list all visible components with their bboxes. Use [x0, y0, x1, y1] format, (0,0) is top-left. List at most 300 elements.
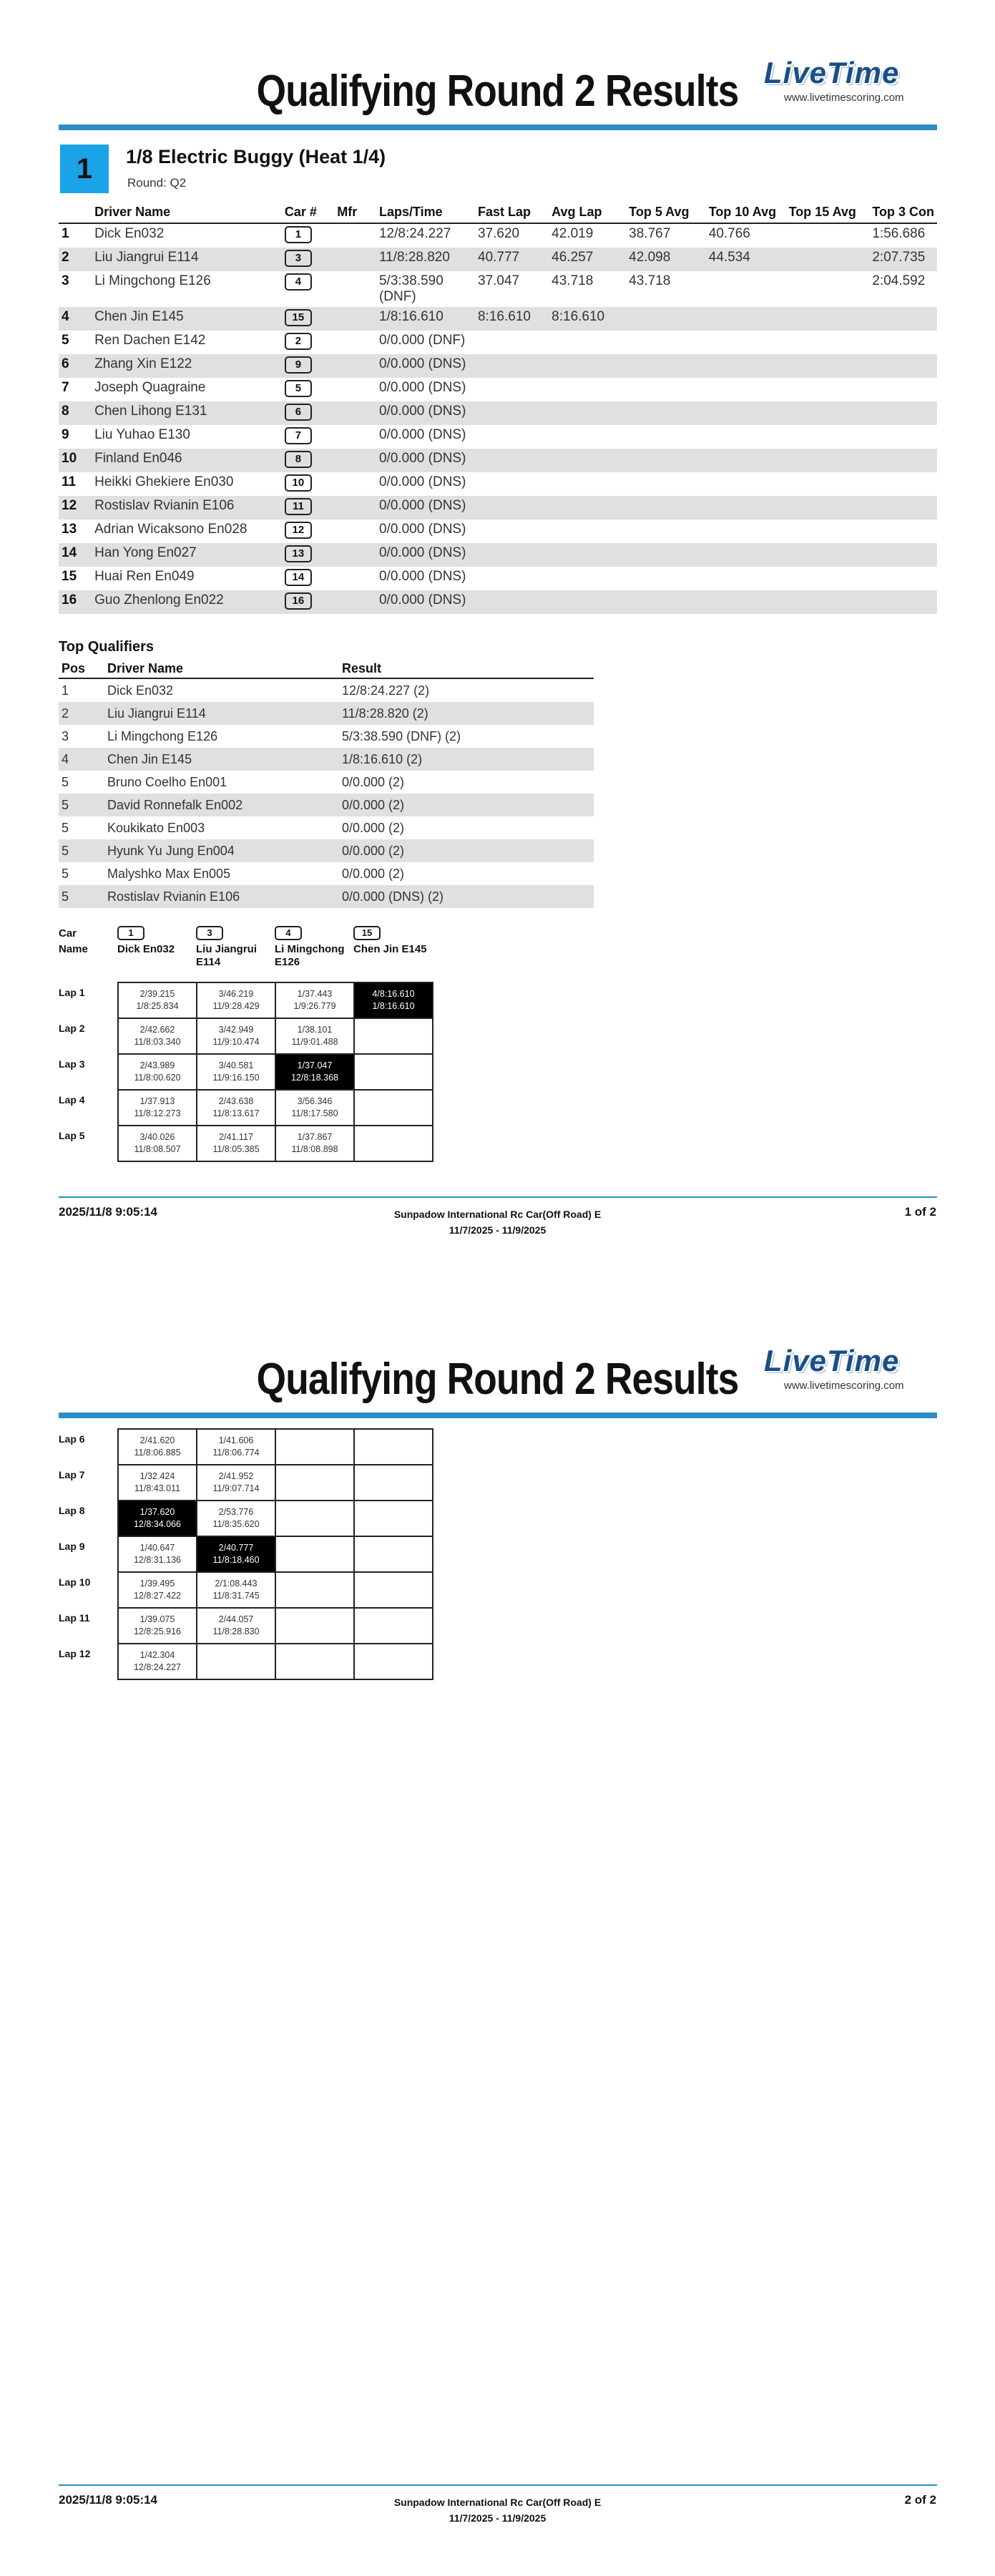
lap-cell-total: 12/8:34.066 — [133, 1519, 182, 1529]
lap-chart-driver-name: Chen Jin E145 — [353, 943, 427, 955]
results-cell-car — [282, 567, 334, 590]
results-cell-pos: 14 — [59, 543, 92, 567]
lap-cell — [197, 1572, 275, 1608]
results-cell-top10: 44.534 — [706, 248, 786, 271]
results-cell-fast — [475, 449, 549, 472]
results-cell-car — [282, 378, 334, 401]
results-cell-laps: 0/0.000 (DNS) — [376, 496, 475, 519]
top-qualifier-row — [59, 678, 594, 702]
results-row — [59, 223, 937, 248]
results-cell-top3: 1:56.686 — [872, 226, 926, 241]
lap-cell — [354, 982, 433, 1018]
results-cell-laps: 12/8:24.227 — [378, 226, 451, 241]
lap-cell-pos-time: 2/43.638 — [218, 1096, 254, 1106]
results-cell-driver: Joseph Quagraine — [94, 380, 206, 395]
results-cell-driver: Dick En032 — [94, 226, 165, 241]
tq-cell-pos: 5 — [59, 839, 104, 862]
top-qualifier-row — [59, 794, 594, 816]
lap-cell-total: 12/8:31.136 — [133, 1555, 182, 1565]
lap-row — [59, 1536, 433, 1572]
results-row — [59, 543, 937, 567]
lap-cell-pos-time: 2/41.620 — [139, 1435, 175, 1445]
footer-event-dates: 11/7/2025 - 11/9/2025 — [449, 1224, 546, 1236]
results-cell-top5 — [626, 307, 706, 331]
lap-label: Lap 12 — [59, 1648, 91, 1659]
results-cell-car — [282, 519, 334, 543]
top-qualifier-row — [59, 816, 594, 839]
results-cell-top10 — [706, 449, 786, 472]
results-cell-fast — [475, 425, 549, 449]
results-cell-top15 — [786, 354, 870, 378]
car-number-badge: 14 — [285, 569, 312, 586]
results-cell-pos: 8 — [59, 401, 92, 425]
tq-cell-result: 12/8:24.227 (2) — [342, 683, 430, 698]
results-cell-avg — [549, 519, 626, 543]
tq-cell-result: 0/0.000 (2) — [342, 774, 405, 789]
col-mfr: Mfr — [334, 203, 376, 223]
lap-label: Lap 2 — [59, 1023, 85, 1034]
results-row — [59, 307, 937, 331]
lap-cell — [118, 1126, 197, 1161]
lap-cell-total: 12/8:18.368 — [290, 1073, 339, 1083]
results-cell-top5 — [626, 425, 706, 449]
results-cell-car — [282, 496, 334, 519]
lap-cell — [118, 1054, 197, 1090]
results-cell-driver: Chen Lihong E131 — [92, 401, 282, 425]
results-cell-driver: Li Mingchong E126 — [94, 273, 211, 288]
results-cell-fast — [475, 331, 549, 354]
results-cell-top5 — [626, 472, 706, 496]
lap-cell — [354, 1501, 433, 1536]
results-cell-laps: 0/0.000 (DNS) — [376, 590, 475, 614]
top-qualifier-row — [59, 771, 594, 794]
results-cell-top15 — [786, 590, 870, 614]
footer-event-name: Sunpadow International Rc Car(Off Road) E — [393, 2497, 602, 2508]
results-cell-avg — [549, 378, 626, 401]
top-qualifiers-table — [59, 660, 594, 908]
results-cell-laps: 1/8:16.610 — [376, 307, 475, 331]
lap-cell-pos-time: 1/38.101 — [297, 1025, 333, 1035]
footer-page-number: 2 of 2 — [904, 2493, 936, 2507]
results-cell-car — [282, 271, 334, 307]
results-cell-top3 — [869, 331, 937, 354]
tq-cell-result: 0/0.000 (DNS) (2) — [339, 885, 594, 908]
top-qualifiers-header-row — [59, 660, 594, 678]
lap-cell — [197, 1465, 275, 1501]
event-round: Round: Q2 — [127, 176, 187, 190]
lap-cell — [275, 1608, 354, 1644]
lap-chart-driver-name: Dick En032 — [117, 943, 175, 955]
lap-label: Lap 1 — [59, 987, 85, 998]
lap-cell-pos-time: 1/32.424 — [139, 1471, 175, 1481]
results-cell-top5 — [626, 590, 706, 614]
tq-col-result: Result — [339, 660, 594, 678]
results-cell-top5 — [626, 543, 706, 567]
footer-rule — [59, 2484, 937, 2486]
results-cell-avg — [549, 567, 626, 590]
results-row — [59, 496, 937, 519]
results-cell-top10 — [706, 378, 786, 401]
results-cell-laps: 0/0.000 (DNS) — [378, 474, 466, 489]
lap-cell-pos-time: 1/37.913 — [139, 1096, 175, 1106]
results-cell-driver: Finland En046 — [92, 449, 282, 472]
lap-cell-pos-time: 3/40.026 — [139, 1132, 175, 1142]
lap-chart-car-header — [196, 926, 272, 969]
car-number-badge: 9 — [285, 356, 312, 374]
results-cell-top3 — [869, 496, 937, 519]
results-cell-pos: 16 — [59, 590, 92, 614]
results-cell-top15 — [786, 378, 870, 401]
results-row — [59, 567, 937, 590]
results-cell-top3: 2:07.735 — [869, 248, 937, 271]
results-cell-top5 — [626, 519, 706, 543]
results-cell-laps: 0/0.000 (DNS) — [376, 449, 475, 472]
results-cell-top5 — [626, 496, 706, 519]
car-number-badge: 15 — [353, 926, 381, 940]
lap-cell — [354, 1608, 433, 1644]
results-cell-top5 — [626, 401, 706, 425]
lap-cell — [197, 1126, 275, 1161]
lap-chart-car-header — [275, 926, 351, 969]
results-cell-top5 — [626, 567, 706, 590]
results-cell-pos: 9 — [62, 427, 69, 442]
results-cell-top10 — [706, 472, 786, 496]
lap-row — [59, 1608, 433, 1644]
results-cell-driver: Heikki Ghekiere En030 — [94, 474, 234, 489]
results-cell-top3 — [869, 378, 937, 401]
lap-chart-page-2 — [59, 1428, 433, 1680]
top-qualifier-row — [59, 725, 594, 748]
results-cell-top3 — [869, 401, 937, 425]
lap-cell — [275, 1465, 354, 1501]
lap-cell — [275, 1090, 354, 1126]
results-cell-car — [282, 331, 334, 354]
results-cell-mfr — [334, 307, 376, 331]
lap-row — [59, 1465, 433, 1501]
lap-cell-pos-time: 2/43.989 — [139, 1060, 175, 1070]
results-cell-top10 — [706, 590, 786, 614]
lap-cell-pos-time: 3/42.949 — [218, 1025, 254, 1035]
col-avg-lap: Avg Lap — [549, 203, 626, 223]
results-row — [59, 271, 937, 307]
results-cell-car — [282, 590, 334, 614]
lap-cell-total: 11/8:35.620 — [212, 1519, 260, 1529]
results-cell-pos: 2 — [59, 248, 92, 271]
results-cell-car — [282, 472, 334, 496]
results-cell-car — [282, 354, 334, 378]
results-cell-driver: Adrian Wicaksono En028 — [94, 522, 247, 537]
lap-cell-pos-time: 1/40.647 — [139, 1543, 175, 1553]
results-cell-top3 — [869, 354, 937, 378]
tq-col-driver: Driver Name — [104, 660, 339, 678]
lap-cell-total: 12/8:25.916 — [133, 1626, 182, 1636]
tq-cell-driver: Chen Jin E145 — [104, 748, 339, 771]
car-number-badge: 4 — [285, 273, 312, 291]
results-cell-driver: Zhang Xin E122 — [92, 354, 282, 378]
lap-label: Lap 7 — [59, 1469, 85, 1480]
lap-cell — [275, 1644, 354, 1679]
results-cell-mfr — [334, 472, 376, 496]
name-label: Name — [59, 943, 88, 955]
footer-event — [0, 1206, 995, 1238]
lap-cell-total: 11/8:31.745 — [212, 1591, 260, 1601]
lap-cell — [197, 1536, 275, 1572]
results-cell-mfr — [334, 331, 376, 354]
lap-cell-total: 11/9:07.714 — [212, 1483, 260, 1493]
results-cell-fast — [475, 519, 549, 543]
tq-cell-result: 0/0.000 (2) — [339, 794, 594, 816]
car-number-badge: 2 — [285, 333, 312, 350]
lap-chart-page-1 — [59, 982, 433, 1162]
results-cell-top15 — [786, 223, 870, 248]
lap-cell — [118, 1018, 197, 1054]
col-top15: Top 15 Avg — [786, 203, 870, 223]
car-number-badge: 10 — [285, 474, 312, 492]
livetime-logo — [764, 1344, 936, 1392]
lap-cell — [275, 1429, 354, 1465]
results-cell-avg — [549, 425, 626, 449]
tq-cell-pos: 1 — [62, 683, 69, 698]
results-cell-avg — [549, 472, 626, 496]
tq-cell-driver: Liu Jiangrui E114 — [104, 702, 339, 725]
footer-page-number: 1 of 2 — [904, 1205, 936, 1219]
tq-cell-driver: Malyshko Max En005 — [107, 866, 231, 881]
lap-row — [59, 1054, 433, 1090]
results-row — [59, 401, 937, 425]
col-laps: Laps/Time — [376, 203, 475, 223]
results-cell-car — [282, 543, 334, 567]
tq-cell-pos: 5 — [62, 820, 69, 835]
results-cell-mfr — [334, 496, 376, 519]
lap-cell-total: 11/8:03.340 — [134, 1037, 181, 1047]
results-cell-avg — [549, 331, 626, 354]
results-cell-laps: 0/0.000 (DNS) — [378, 427, 466, 442]
lap-row — [59, 1644, 433, 1679]
lap-cell — [118, 1572, 197, 1608]
tq-cell-result: 0/0.000 (2) — [342, 820, 405, 835]
results-cell-top3 — [869, 519, 937, 543]
tq-cell-result: 1/8:16.610 (2) — [339, 748, 594, 771]
results-cell-top10 — [706, 271, 786, 307]
lap-cell-total: 1/9:26.779 — [293, 1001, 336, 1011]
results-cell-mfr — [334, 567, 376, 590]
results-cell-top15 — [786, 307, 870, 331]
lap-cell — [197, 1644, 275, 1679]
lap-cell — [354, 1536, 433, 1572]
results-cell-top10 — [706, 307, 786, 331]
tq-cell-driver: Bruno Coelho En001 — [107, 774, 227, 789]
results-cell-top5 — [626, 331, 706, 354]
top-qualifier-row — [59, 839, 594, 862]
page-title: Qualifying Round 2 Results — [256, 1355, 739, 1404]
results-cell-avg — [549, 449, 626, 472]
lap-cell — [118, 982, 197, 1018]
results-cell-avg: 8:16.610 — [549, 307, 626, 331]
lap-cell-pos-time: 2/53.776 — [218, 1507, 254, 1517]
tq-cell-result: 5/3:38.590 (DNF) (2) — [342, 728, 461, 743]
results-cell-car — [282, 449, 334, 472]
lap-row — [59, 1090, 433, 1126]
event-title: 1/8 Electric Buggy (Heat 1/4) — [126, 146, 386, 167]
car-number-badge: 1 — [117, 926, 144, 940]
results-row — [59, 331, 937, 354]
col-car: Car # — [282, 203, 334, 223]
results-cell-pos: 13 — [62, 522, 77, 537]
footer-printed: 2025/11/8 9:05:14 — [59, 1205, 158, 1219]
lap-cell-total: 11/8:06.885 — [134, 1448, 181, 1458]
results-cell-mfr — [334, 519, 376, 543]
results-cell-mfr — [334, 378, 376, 401]
header-rule — [59, 1413, 937, 1418]
header-rule — [59, 125, 937, 130]
lap-cell — [118, 1501, 197, 1536]
lap-cell-total: 11/8:00.620 — [134, 1073, 181, 1083]
results-cell-avg: 42.019 — [552, 226, 594, 241]
results-cell-avg — [549, 354, 626, 378]
results-cell-top15 — [786, 567, 870, 590]
results-cell-pos: 1 — [62, 226, 69, 241]
lap-cell — [354, 1465, 433, 1501]
lap-cell — [197, 1018, 275, 1054]
results-cell-pos: 6 — [59, 354, 92, 378]
lap-cell — [118, 1644, 197, 1679]
lap-cell-pos-time: 1/41.606 — [218, 1435, 254, 1445]
tq-col-pos: Pos — [59, 660, 104, 678]
col-fast-lap: Fast Lap — [475, 203, 549, 223]
car-number-badge: 1 — [285, 226, 312, 243]
results-cell-laps: 0/0.000 (DNS) — [376, 543, 475, 567]
results-cell-top15 — [786, 519, 870, 543]
lap-cell — [275, 1536, 354, 1572]
results-cell-top15 — [786, 331, 870, 354]
lap-cell — [197, 1054, 275, 1090]
lap-cell-total: 12/8:27.422 — [133, 1591, 182, 1601]
car-number-badge: 13 — [285, 545, 312, 562]
lap-cell — [354, 1644, 433, 1679]
results-cell-driver: Ren Dachen E142 — [94, 333, 206, 348]
lap-cell-total: 11/9:16.150 — [212, 1073, 260, 1083]
lap-cell-total: 11/8:13.617 — [212, 1108, 260, 1118]
logo-url: www.livetimescoring.com — [784, 92, 904, 104]
results-cell-laps: 0/0.000 (DNF) — [378, 333, 466, 348]
lap-cell-total: 11/8:43.011 — [134, 1483, 181, 1493]
lap-cell — [275, 1054, 354, 1090]
results-cell-mfr — [334, 354, 376, 378]
results-row — [59, 378, 937, 401]
results-cell-car — [282, 223, 334, 248]
results-cell-laps: 0/0.000 (DNS) — [378, 522, 466, 537]
lap-cell-pos-time: 1/37.620 — [139, 1507, 175, 1517]
results-row — [59, 519, 937, 543]
results-cell-driver: Liu Yuhao E130 — [94, 427, 190, 442]
lap-cell-pos-time: 2/40.777 — [218, 1543, 254, 1553]
lap-cell — [118, 1536, 197, 1572]
lap-cell-total: 1/8:25.834 — [136, 1001, 179, 1011]
heat-number-badge: 1 — [60, 145, 109, 193]
lap-chart-driver-name: Liu Jiangrui E114 — [196, 943, 258, 968]
car-number-badge: 16 — [285, 592, 312, 610]
lap-cell-total: 11/8:08.898 — [291, 1144, 338, 1154]
col-driver: Driver Name — [92, 203, 282, 223]
results-cell-fast — [475, 378, 549, 401]
car-number-badge: 11 — [285, 498, 312, 515]
lap-cell — [118, 1465, 197, 1501]
lap-cell — [354, 1090, 433, 1126]
results-cell-driver: Han Yong En027 — [92, 543, 282, 567]
results-cell-avg: 46.257 — [549, 248, 626, 271]
tq-cell-result: 11/8:28.820 (2) — [339, 702, 594, 725]
lap-cell-total: 11/8:18.460 — [212, 1555, 260, 1565]
lap-cell — [275, 1501, 354, 1536]
results-cell-top10 — [706, 567, 786, 590]
lap-cell — [118, 1608, 197, 1644]
results-cell-fast — [475, 472, 549, 496]
results-cell-top15 — [786, 449, 870, 472]
results-cell-laps: 0/0.000 (DNS) — [376, 401, 475, 425]
results-cell-avg — [549, 590, 626, 614]
results-cell-top5 — [626, 378, 706, 401]
lap-row — [59, 1572, 433, 1608]
logo-url: www.livetimescoring.com — [784, 1380, 904, 1392]
lap-chart-car-header — [117, 926, 193, 956]
lap-chart-driver-name: Li Mingchong E126 — [275, 943, 345, 968]
results-cell-top5 — [626, 354, 706, 378]
lap-cell-pos-time: 1/39.495 — [139, 1579, 175, 1589]
lap-cell-total: 11/9:10.474 — [212, 1037, 260, 1047]
results-cell-top10 — [706, 543, 786, 567]
results-cell-laps: 0/0.000 (DNS) — [376, 354, 475, 378]
results-cell-driver: Chen Jin E145 — [92, 307, 282, 331]
footer-event-dates: 11/7/2025 - 11/9/2025 — [449, 2512, 546, 2524]
results-cell-mfr — [334, 248, 376, 271]
tq-cell-driver: Hyunk Yu Jung En004 — [104, 839, 339, 862]
car-number-badge: 3 — [285, 250, 312, 267]
results-cell-avg — [549, 543, 626, 567]
results-cell-mfr — [334, 401, 376, 425]
lap-cell-pos-time: 3/56.346 — [297, 1096, 333, 1106]
results-row — [59, 449, 937, 472]
results-cell-laps: 0/0.000 (DNS) — [378, 569, 466, 584]
results-cell-mfr — [334, 543, 376, 567]
tq-cell-driver: Rostislav Rvianin E106 — [104, 885, 339, 908]
tq-cell-pos: 3 — [62, 728, 69, 743]
car-number-badge: 7 — [285, 427, 312, 444]
results-cell-pos: 12 — [59, 496, 92, 519]
results-cell-fast — [475, 354, 549, 378]
results-cell-top15 — [786, 496, 870, 519]
lap-cell-pos-time: 2/39.215 — [139, 989, 175, 999]
tq-cell-pos: 5 — [59, 794, 104, 816]
col-top10: Top 10 Avg — [706, 203, 786, 223]
results-cell-fast: 37.620 — [478, 226, 520, 241]
lap-cell — [118, 1090, 197, 1126]
footer-printed: 2025/11/8 9:05:14 — [59, 2493, 158, 2507]
results-cell-mfr — [334, 449, 376, 472]
results-cell-fast: 8:16.610 — [475, 307, 549, 331]
lap-row — [59, 1126, 433, 1161]
results-cell-top5: 43.718 — [629, 273, 671, 288]
results-cell-car — [282, 425, 334, 449]
lap-row — [59, 982, 433, 1018]
lap-label: Lap 9 — [59, 1541, 85, 1552]
results-cell-mfr — [334, 223, 376, 248]
results-row — [59, 472, 937, 496]
top-qualifier-row — [59, 748, 594, 771]
lap-cell-total: 11/8:17.580 — [291, 1108, 338, 1118]
results-cell-top3 — [869, 567, 937, 590]
tq-cell-driver: Li Mingchong E126 — [107, 728, 218, 743]
results-cell-top10 — [706, 496, 786, 519]
